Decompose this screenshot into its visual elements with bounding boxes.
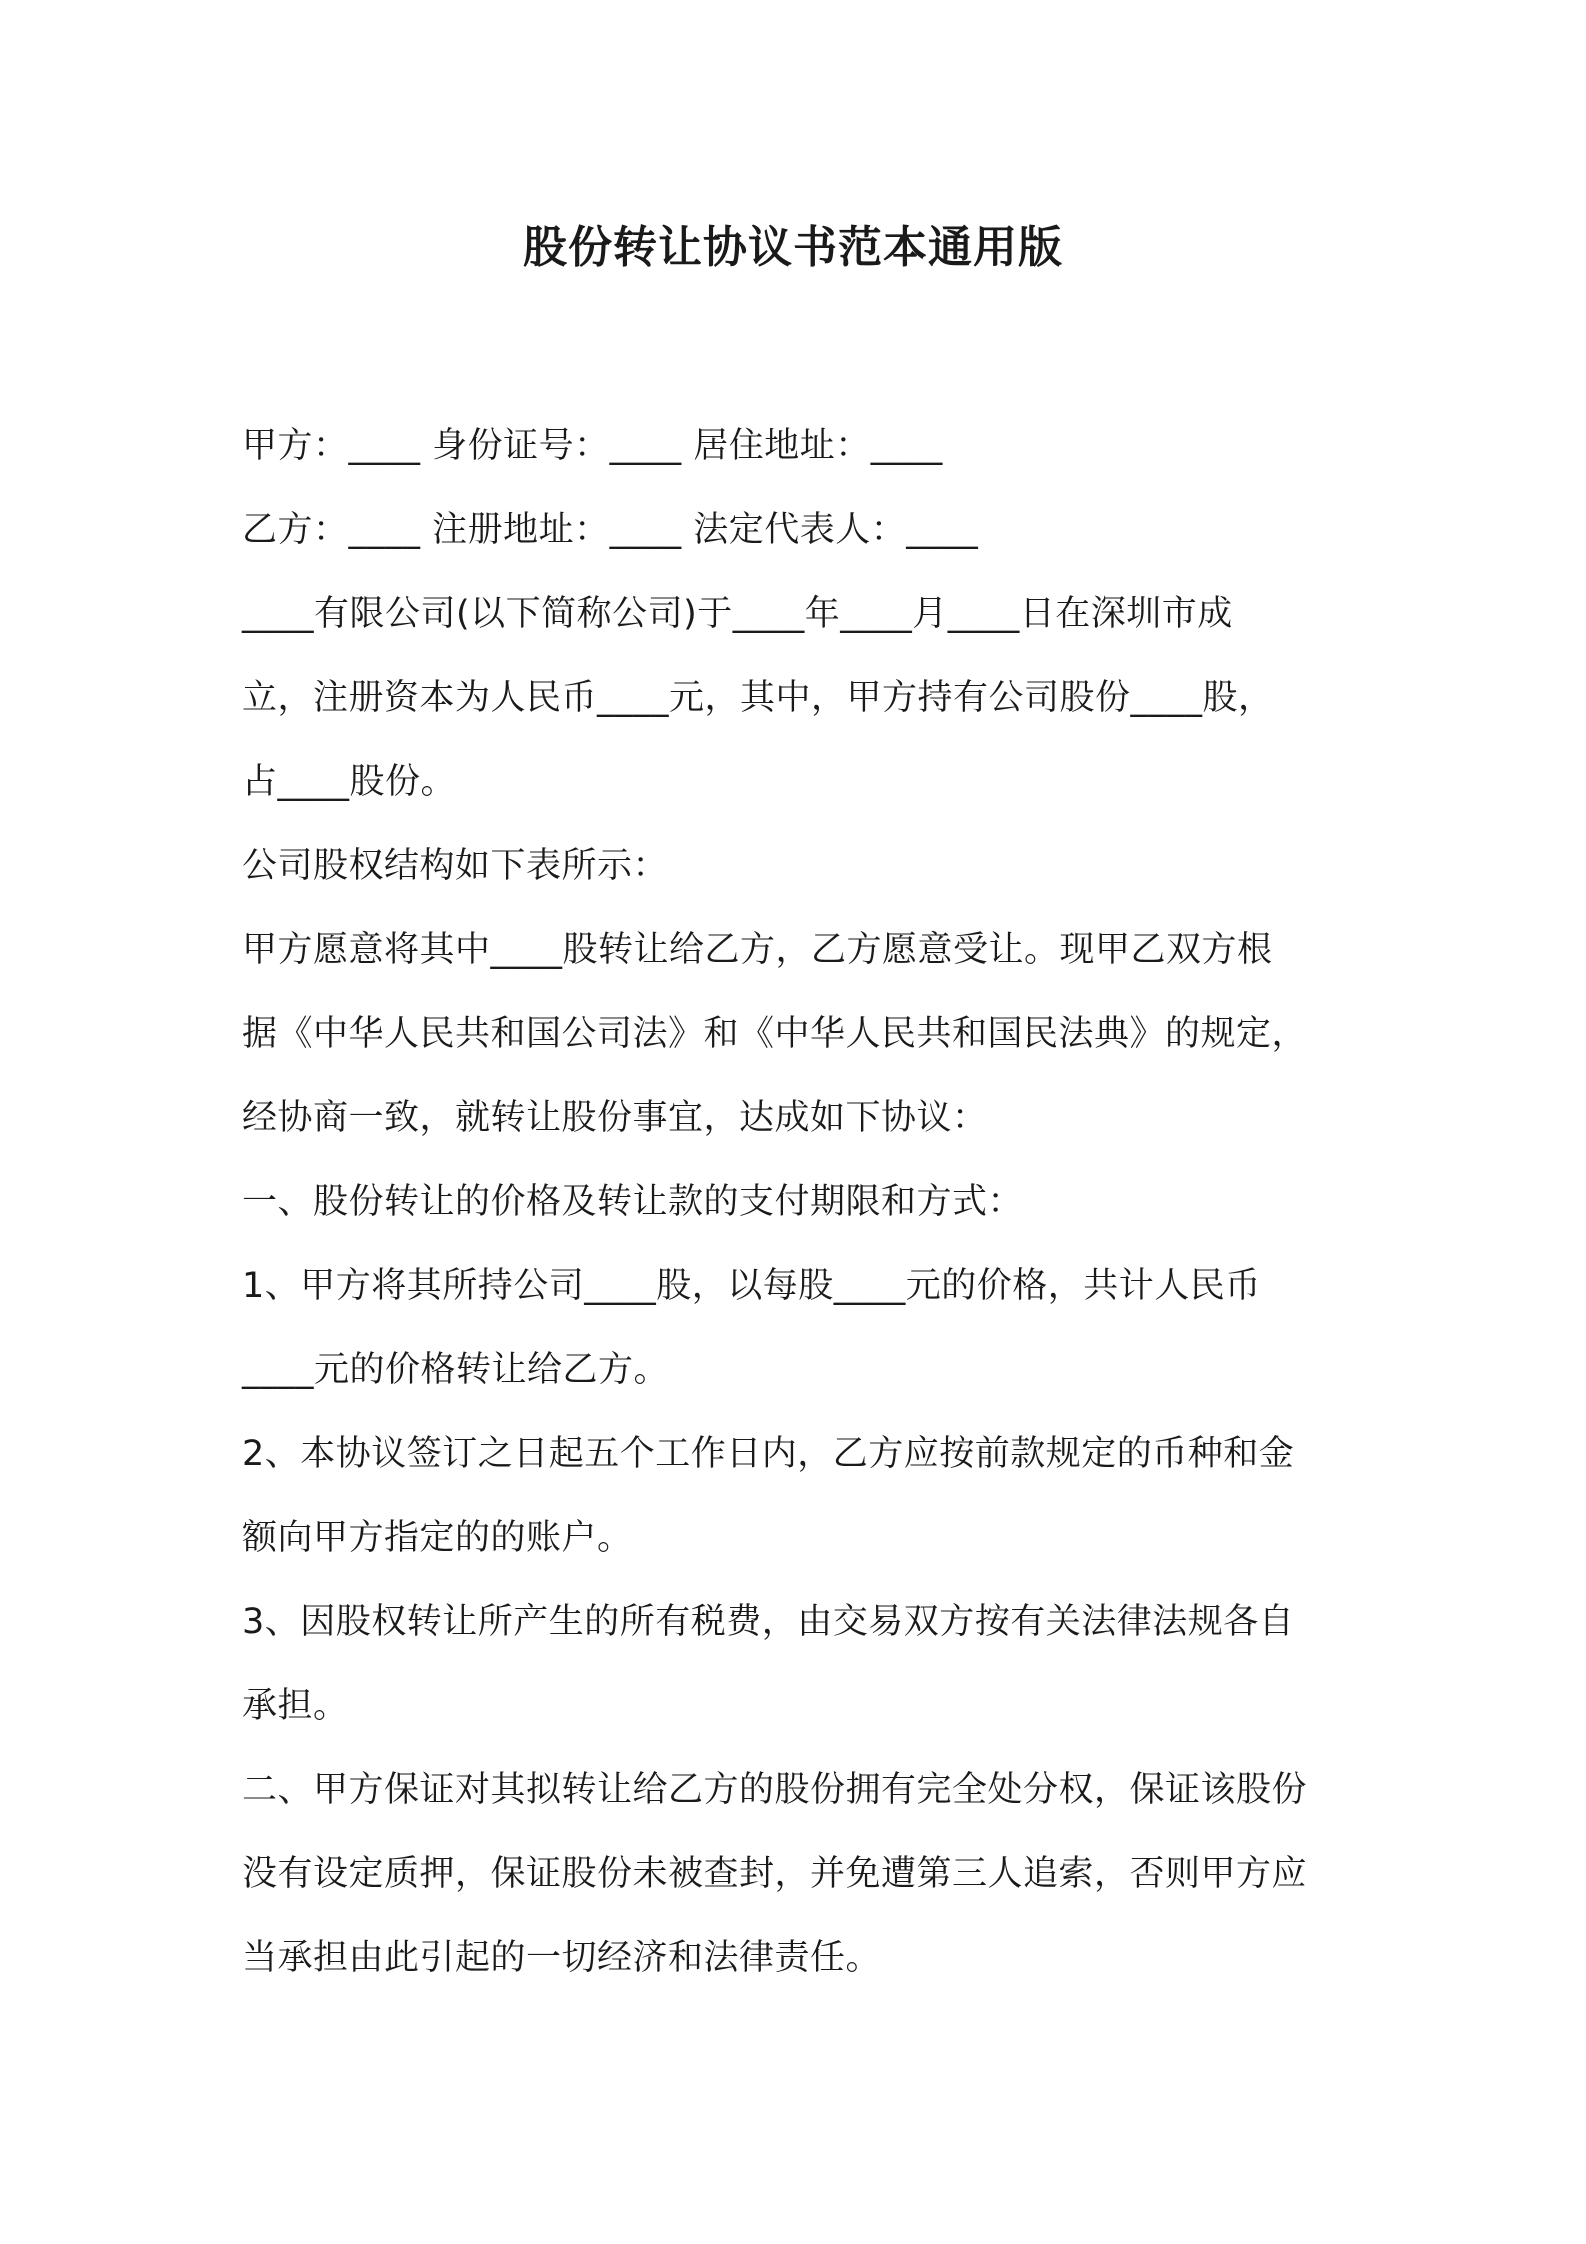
section-line: 没有设定质押，保证股份未被查封，并免遭第三人追索，否则甲方应	[242, 1854, 1308, 1894]
body-line: 立，注册资本为人民币____元，其中，甲方持有公司股份____股，	[242, 678, 1274, 718]
document-title: 股份转让协议书范本通用版	[523, 222, 1063, 273]
clause-line: 3、因股权转让所产生的所有税费，由交易双方按有关法律法规各自	[242, 1602, 1295, 1642]
section-line: 当承担由此引起的一切经济和法律责任。	[242, 1938, 882, 1978]
party-b-line: 乙方：____ 注册地址：____ 法定代表人：____	[242, 510, 979, 550]
clause-line: 1、甲方将其所持公司____股，以每股____元的价格，共计人民币	[242, 1266, 1261, 1306]
clause-line: 承担。	[242, 1686, 349, 1726]
body-line: 甲方愿意将其中____股转让给乙方，乙方愿意受让。现甲乙双方根	[242, 930, 1273, 970]
clause-line: 额向甲方指定的的账户。	[242, 1518, 633, 1558]
document-body	[242, 404, 1352, 2000]
body-line: 公司股权结构如下表所示：	[242, 846, 669, 886]
section-line: 二、甲方保证对其拟转让给乙方的股份拥有完全处分权，保证该股份	[242, 1770, 1308, 1810]
body-line: ____有限公司(以下简称公司)于____年____月____日在深圳市成	[242, 594, 1233, 634]
body-line: 据《中华人民共和国公司法》和《中华人民共和国民法典》的规定，	[242, 1014, 1308, 1054]
body-line: 占____股份。	[242, 762, 457, 802]
clause-line: 2、本协议签订之日起五个工作日内，乙方应按前款规定的币种和金	[242, 1434, 1295, 1474]
section-heading: 一、股份转让的价格及转让款的支付期限和方式：	[242, 1182, 1024, 1222]
party-a-line: 甲方：____ 身份证号：____ 居住地址：____	[242, 426, 943, 466]
body-line: 经协商一致，就转让股份事宜，达成如下协议：	[242, 1098, 988, 1138]
clause-line: ____元的价格转让给乙方。	[242, 1350, 670, 1390]
